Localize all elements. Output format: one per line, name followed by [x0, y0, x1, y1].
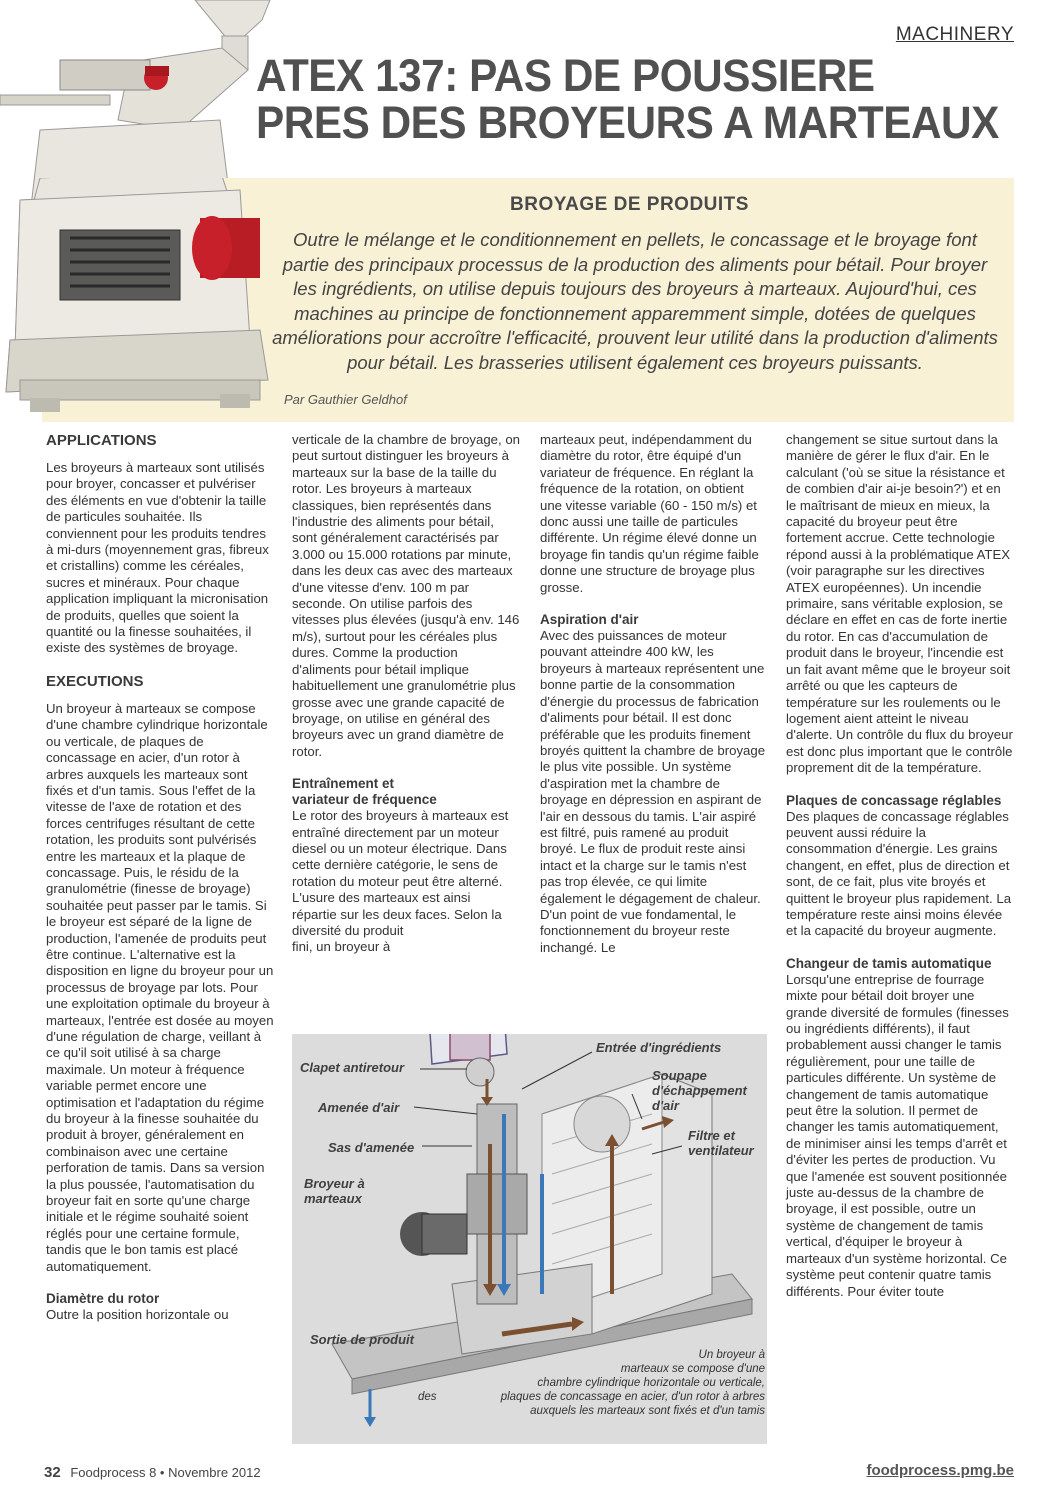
- page-number: 32: [44, 1464, 61, 1481]
- heading-aspiration: Aspiration d'air: [540, 612, 639, 628]
- paragraph-changeur: Lorsqu'une entreprise de fourrage mixte pour bétail doit broyer une grande diversité de formules (finesses ou ingrédients différents), il faut probablement aussi changer le tamis régulièrement, pour une taille de particules différente. Un système de changement de tamis automatique peut être la solution. Il permet de changer les tamis automatiquement, de minimiser ainsi les temps d'arrêt et d'éviter les pertes de production. Vu que l'amenée est souvent positionnée juste au-dessus de la chambre de broyage, il est possible, outre un système de changement de tamis vertical, d'équiper le broyeur à marteaux d'un système horizontal. Ce système peut contenir quatre tamis différents. Pour éviter toute: [786, 971, 1009, 1299]
- paragraph-applications: Les broyeurs à marteaux sont utilisés pour broyer, concasser et pulvériser des éléments en vue d'obtenir la taille de particules souhaitée. Ils conviennent pour les produits tendres à mi-durs (moyennement gras, fibreux et cristallins) comme les céréales, sucres et minéraux. Pour chaque application impliquant la micronisation de produits, quelles que soient la quantité ou la finesse souhaitées, il existe des systèmes de broyage.: [46, 460, 269, 656]
- column-3: [540, 432, 768, 956]
- label-clapet: Clapet antiretour: [300, 1060, 405, 1075]
- heading-plaques: Plaques de concassage réglables: [786, 792, 1002, 808]
- column-2: [292, 432, 520, 956]
- label-soupape-1: Soupape: [652, 1068, 707, 1083]
- paragraph-executions: Un broyeur à marteaux se compose d'une chambre cylindrique horizontale ou verticale, de plaques de concassage en acier, d'un rotor à arbres auxquels les marteaux sont fixés et d'un tamis. Sous l'effet de la vitesse de l'axe de rotation et des forces centrifuges résultant de cette rotation, les produits sont pulvérisés entre les marteaux et la plaque de concassage. Puis, le résidu de la granulométrie (finesse de broyage) souhaitée peut passer par le tamis. Si le broyeur est séparé de la ligne de production, l'amenée de produits peut être continue. L'alternative est la disposition en ligne du broyeur pour un processus de broyage par lots. Pour une exploitation optimale du broyeur à marteaux, l'entrée est dosée au moyen d'une régulation de charge, veillant à ce qu'il soit utilisé à sa charge maximale. Un moteur à fréquence variable permet encore une optimisation et l'adaptation du régime du broyeur à la finesse souhaitée du produit à broyer, généralement en combinaison avec une certaine perforation de tamis. Dans sa version la plus poussée, l'automatisation du broyeur fait en sorte qu'une charge initiale et le régime souhaité soient réglés pour une certaine formule, tandis que le bon tamis est placé automatiquement.: [46, 700, 274, 1274]
- label-filtre-2: ventilateur: [688, 1143, 754, 1158]
- label-broyeur-1: Broyeur à: [304, 1176, 365, 1191]
- footer-url[interactable]: foodprocess.pmg.be: [866, 1462, 1014, 1479]
- caption-des: des: [418, 1391, 437, 1403]
- heading-entrainement-1: Entraînement et: [292, 776, 395, 792]
- paragraph-diametre: Outre la position horizontale ou: [46, 1307, 229, 1323]
- footer-issue: [44, 1464, 261, 1481]
- title-line-1: ATEX 137: PAS DE POUSSIERE: [256, 50, 875, 101]
- column-1: [46, 432, 274, 1324]
- article-title: [256, 50, 999, 148]
- heading-diametre: Diamètre du rotor: [46, 1291, 160, 1307]
- intro-lead: Outre le mélange et le conditionnement en pellets, le concassage et le broyage font partie des principaux processus de la production des aliments pour bétail. Pour broyer les ingrédients, on utilise depuis toujours des broyeurs à marteaux. Aujourd'hui, ces machines au principe de fonctionnement apparemment simple, dotées de quelques améliorations pour accroître l'efficacité, prouvent leur utilité dans la production d'aliments pour bétail. Les brasseries utilisent également ces broyeurs puissants.: [272, 229, 998, 373]
- heading-entrainement-2: variateur de fréquence: [292, 792, 437, 808]
- paragraph-rotor-size: verticale de la chambre de broyage, on peut surtout distinguer les broyeurs à marteaux sur la base de la taille du rotor. Les broyeurs à marteaux classiques, bien représentés dans l'industrie des aliments pour bétail, sont généralement caractérisés par 3.000 ou 15.000 rotations par minute, dans les deux cas avec des marteaux d'une vitesse d'env. 100 m par seconde. On utilise parfois des vitesses plus élevées (jusqu'à env. 146 m/s), surtout pour les céréales plus dures. Comme la production d'aliments pour bétail implique habituellement une granulométrie plus grosse avec une grande capacité de broyage, on utilise en général des broyeurs avec un grand diamètre de rotor.: [292, 432, 520, 759]
- section-label: MACHINERY: [895, 24, 1014, 45]
- heading-changeur: Changeur de tamis automatique: [786, 955, 992, 971]
- label-soupape-2: d'échappement: [652, 1083, 747, 1098]
- paragraph-plaques: Des plaques de concassage réglables peuvent aussi réduire la consommation d'énergie. Les grains changent, en effet, plus de direction et sont, de ce fait, plus vite broyés et quittent le broyeur plus rapidement. La température reste ainsi moins élevée et la capacité du broyeur augmente.: [786, 808, 1012, 939]
- title-line-2: PRES DES BROYEURS A MARTEAUX: [256, 97, 999, 148]
- label-sas: Sas d'amenée: [328, 1140, 415, 1155]
- paragraph-entrainement: Le rotor des broyeurs à marteaux est entraîné directement par un moteur diesel ou un moteur électrique. Dans cette dernière catégorie, le sens de rotation du moteur peut être alterné. L'usure des marteaux est ainsi répartie sur les deux faces. Selon la diversité du produit: [292, 808, 509, 938]
- caption-line-5: auxquels les marteaux sont fixés et d'un tamis: [530, 1405, 765, 1417]
- intro-subtitle: BROYAGE DE PRODUITS: [510, 194, 749, 215]
- paragraph-variateur: marteaux peut, indépendamment du diamètre du rotor, être équipé d'un variateur de fréquence. En réglant la fréquence de la rotation, on obtient une vitesse variable (60 - 150 m/s) et donc aussi une taille de particules différente. Un régime élevé donne un broyage fin tandis qu'un régime faible donne une structure de broyage plus grosse.: [540, 432, 759, 595]
- caption-line-4: plaques de concassage en acier, d'un rotor à arbres: [500, 1391, 765, 1403]
- label-broyeur: [304, 1176, 365, 1206]
- paragraph-aspiration: Avec des puissances de moteur pouvant atteindre 400 kW, les broyeurs à marteaux représentent une bonne partie de la consommation d'énergie du processus de fabrication d'aliments pour bétail. Il est donc préférable que les produits finement broyés quittent la chambre de broyage le plus vite possible. Un système d'aspiration met la chambre de broyage en dépression en aspirant de l'air en dessous du tamis. L'air aspiré est filtré, puis ramené au produit broyé. Le flux de produit reste ainsi intact et la charge sur le tamis n'est pas trop élevée, ce qui limite également le dégagement de chaleur. D'un point de vue fondamental, le fonctionnement du broyeur reste inchangé. Le: [540, 628, 766, 955]
- label-filtre: [688, 1128, 754, 1158]
- label-entree: Entrée d'ingrédients: [596, 1040, 722, 1055]
- issue-info: Foodprocess 8 • Novembre 2012: [70, 1465, 261, 1480]
- caption-line-2: marteaux se compose d'une: [620, 1363, 765, 1375]
- label-soupape: [652, 1068, 747, 1113]
- heading-executions: EXECUTIONS: [46, 672, 144, 690]
- column-4: [786, 432, 1014, 1300]
- caption-line-1: Un broyeur à: [698, 1349, 765, 1361]
- byline: Par Gauthier Geldhof: [284, 392, 407, 407]
- label-sortie: Sortie de produit: [310, 1332, 414, 1347]
- hammer-mill-photo-lower: [0, 178, 280, 420]
- caption-line-3: chambre cylindrique horizontale ou verticale,: [537, 1377, 765, 1389]
- paragraph-entrainement-end: fini, un broyeur à: [292, 939, 391, 955]
- label-soupape-3: d'air: [652, 1098, 679, 1113]
- label-amenee-air: Amenée d'air: [318, 1100, 400, 1115]
- label-broyeur-2: marteaux: [304, 1191, 362, 1206]
- heading-applications: APPLICATIONS: [46, 432, 157, 449]
- figure-caption: [465, 1348, 765, 1418]
- process-diagram: [292, 1034, 767, 1444]
- label-filtre-1: Filtre et: [688, 1128, 735, 1143]
- paragraph-flux-air: changement se situe surtout dans la manière de gérer le flux d'air. En le calculant ('où se situe la résistance et de combien d'air ai-je besoin?') et en le maîtrisant de mieux en mieux, la capacité du broyeur peut être fortement accrue. Cette technologie répond aussi à la problématique ATEX (voir paragraphe sur les directives ATEX européennes). Un incendie primaire, sans véritable explosion, se déclare en effet en cas de forte inertie du rotor. En cas d'accumulation de produit dans le broyeur, l'incendie est un fait avant même que le broyeur soit arrêté ou que les capteurs de température sur les roulements ou le logement aient atteint le niveau d'alerte. Un contrôle du flux du broyeur est donc plus important que le contrôle proprement dit de la température.: [786, 432, 1013, 776]
